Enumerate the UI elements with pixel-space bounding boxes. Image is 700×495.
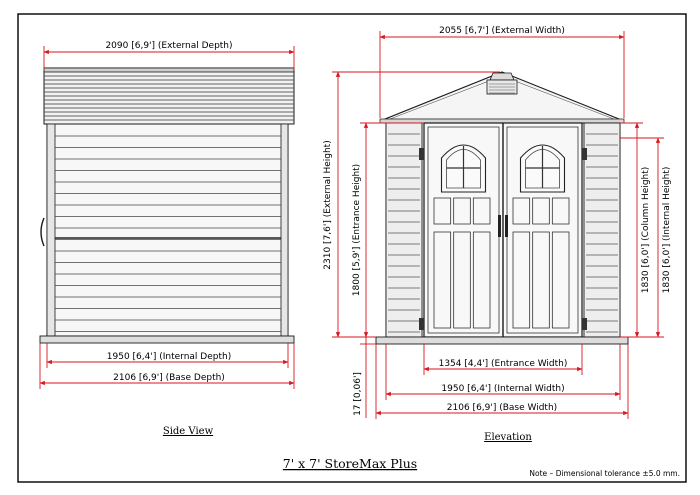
double-door [419,123,587,337]
internal-width-label: 1950 [6,4'] (Internal Width) [441,384,565,394]
elevation-caption: Elevation [484,432,532,443]
side-view-caption: Side View [162,426,214,437]
elevation-roof [380,72,624,123]
side-roof [44,68,294,124]
entrance-height-label: 1800 [5,9'] (Entrance Height) [352,163,362,297]
side-internal-depth-label: 1950 [6,4'] (Internal Depth) [106,352,232,362]
internal-height-label: 1830 [6,0'] (Internal Height) [662,166,672,294]
column-height-label: 1830 [6,0'] (Column Height) [641,166,651,294]
elevation-base [376,337,628,344]
side-view [40,41,294,437]
elevation-view [323,26,672,443]
side-base-depth-label: 2106 [6,9'] (Base Depth) [113,373,225,383]
entrance-width-label: 1354 [4,4'] (Entrance Width) [438,359,568,369]
drawing-title: 7' x 7' StoreMax Plus [282,456,418,471]
external-height-label: 2310 [7,6'] (External Height) [323,140,333,270]
floor-thickness-label: 17 [0,06'] [353,372,363,416]
external-width-label: 2055 [6,7'] (External Width) [439,26,565,36]
base-width-label: 2106 [6,9'] (Base Width) [446,403,558,413]
tolerance-note: Note – Dimensional tolerance ±5.0 mm. [529,469,680,478]
side-wall [40,124,294,343]
side-external-depth-label: 2090 [6,9'] (External Depth) [105,41,233,51]
